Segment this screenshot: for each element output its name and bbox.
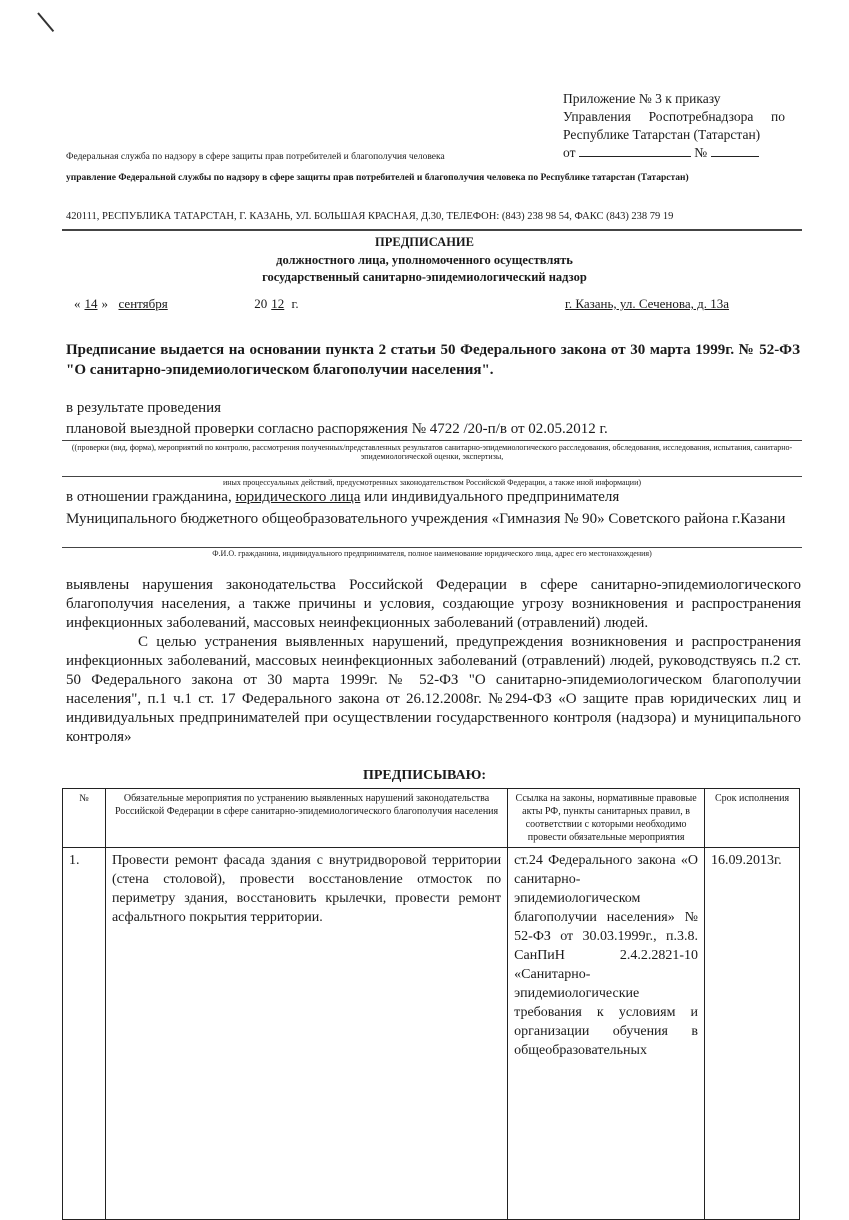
blank	[579, 156, 691, 157]
appendix-block	[563, 90, 785, 162]
title-sub: должностного лица, уполномоченного осуществлять	[276, 252, 573, 267]
document-title	[0, 234, 849, 287]
title-sub: государственный санитарно-эпидемиологический надзор	[262, 270, 587, 284]
result-caption: иных процессуальных действий, предусмотренных законодательством Российской Федерации, а также иной информации)	[222, 478, 642, 487]
result-value: плановой выездной проверки согласно распоряжения № 4722 /20-п/в от 02.05.2012 г.	[66, 421, 608, 437]
header-num: №	[63, 789, 106, 848]
day: 14	[84, 296, 98, 311]
year-suffix: г.	[291, 296, 299, 311]
measures-table	[62, 788, 800, 1220]
result-label: в результате проведения	[66, 400, 222, 416]
month: сентября	[118, 296, 168, 311]
result-caption: ((проверки (вид, форма), мероприятий по контролю, рассмотрения полученных/представленных результатов санитарно-эпидемиологического расследования, обследования, исследования, испытания, санитарно-эпидемиологической оценки, экспертизы,	[71, 443, 793, 461]
divider	[62, 547, 802, 548]
table-row	[63, 848, 800, 1220]
appendix-line	[563, 108, 785, 126]
appendix-line: Приложение № 3 к приказу	[563, 91, 721, 106]
cell-num: 1.	[63, 848, 106, 1220]
text: Управления	[563, 109, 631, 124]
subject-caption: Ф.И.О. гражданина, индивидуального предпринимателя, полное наименование юридического лица, адрес его местонахождения)	[212, 549, 652, 558]
table-header-row	[63, 789, 800, 848]
document-place: г. Казань, ул. Сеченова, д. 13а	[565, 296, 730, 311]
cell-deadline: 16.09.2013г.	[705, 848, 800, 1220]
basis-paragraph: Предписание выдается на основании пункта 2 статьи 50 Федерального закона от 30 марта 1999г. № 52-ФЗ "О санитарно-эпидемиологическом благополучии населения".	[66, 342, 800, 378]
paragraph: выявлены нарушения законодательства Российской Федерации в сфере санитарно-эпидемиологического благополучия населения, а также причины и условия, создающие угрозу возникновения и распространения инфекционных заболеваний, массовых неинфекционных заболеваний (отравлений) людей.	[66, 577, 801, 631]
header-measure: Обязательные мероприятия по устранению выявленных нарушений законодательства Российской Федерации в сфере санитарно-эпидемиологического благополучия населения	[105, 789, 507, 848]
scan-mark	[37, 12, 54, 32]
header-deadline: Срок исполнения	[705, 789, 800, 848]
text: №	[694, 145, 708, 160]
text: от	[563, 145, 576, 160]
text: по	[771, 109, 785, 124]
text: или индивидуального предпринимателя	[360, 489, 620, 505]
address: 420111, РЕСПУБЛИКА ТАТАРСТАН, Г. КАЗАНЬ, УЛ. БОЛЬШАЯ КРАСНАЯ, Д.30, ТЕЛЕФОН: (843) 238 98 54, ФАКС (843) 238 79 19	[66, 211, 674, 222]
divider	[62, 229, 802, 231]
cell-reference: ст.24 Федерального закона «О санитарно-эпидемиологическом благополучии населения» № 52-ФЗ от 30.03.1999г., п.3.8. СанПиН 2.4.2.2821-10 «Санитарно-эпидемиологические требования к условиям и организации обучения в общеобразовательных	[508, 848, 705, 1220]
service-name: Федеральная служба по надзору в сфере защиты прав потребителей и благополучия человека	[66, 152, 445, 162]
cell-measure: Провести ремонт фасада здания с внутридворовой территории (стена столовой), провести восстановление отмосток по периметру здания, восстановить крылечки, провести ремонт асфальтного покрытия территории.	[105, 848, 507, 1220]
appendix-line: Республике Татарстан (Татарстан)	[563, 127, 761, 142]
appendix-line	[563, 144, 785, 162]
text: юридического лица	[235, 489, 361, 505]
text: Роспотребнадзора	[648, 109, 754, 124]
header-reference: Ссылка на законы, нормативные правовые акты РФ, пункты санитарных правил, в соответствии с которыми необходимо провести обязательные мероприятия	[508, 789, 705, 848]
document-date: « 14 » сентября 20 12 г.	[74, 296, 299, 311]
year: 12	[271, 296, 285, 311]
prescribe-heading: ПРЕДПИСЫВАЮ:	[362, 768, 487, 783]
blank	[711, 156, 759, 157]
paragraph: С целью устранения выявленных нарушений, предупреждения возникновения и распространения инфекционных заболеваний, массовых неинфекционных заболеваний (отравлений) людей, руководствуясь п.2 ст. 50 Федерального закона от 30 марта 1999г. № 52-ФЗ "О санитарно-эпидемиологическом благополучии населения", п.1 ч.1 ст. 17 Федерального закона от 26.12.2008г. №294-ФЗ «О защите прав юридических лиц и индивидуальных предпринимателей при осуществлении государственного контроля (надзора) и муниципального контроля»	[66, 634, 801, 745]
body-text	[66, 576, 801, 747]
text: в отношении гражданина,	[66, 489, 236, 505]
divider	[62, 440, 802, 441]
subject-label	[66, 489, 619, 506]
year-prefix: 20	[254, 296, 268, 311]
department-name: управление Федеральной службы по надзору в сфере защиты прав потребителей и благополучия человека по Республике татарстан (Татарстан)	[66, 173, 689, 183]
divider	[62, 476, 802, 477]
subject-value: Муниципального бюджетного общеобразовательного учреждения «Гимназия № 90» Советского района г.Казани	[66, 511, 786, 527]
title-main: ПРЕДПИСАНИЕ	[375, 235, 474, 249]
